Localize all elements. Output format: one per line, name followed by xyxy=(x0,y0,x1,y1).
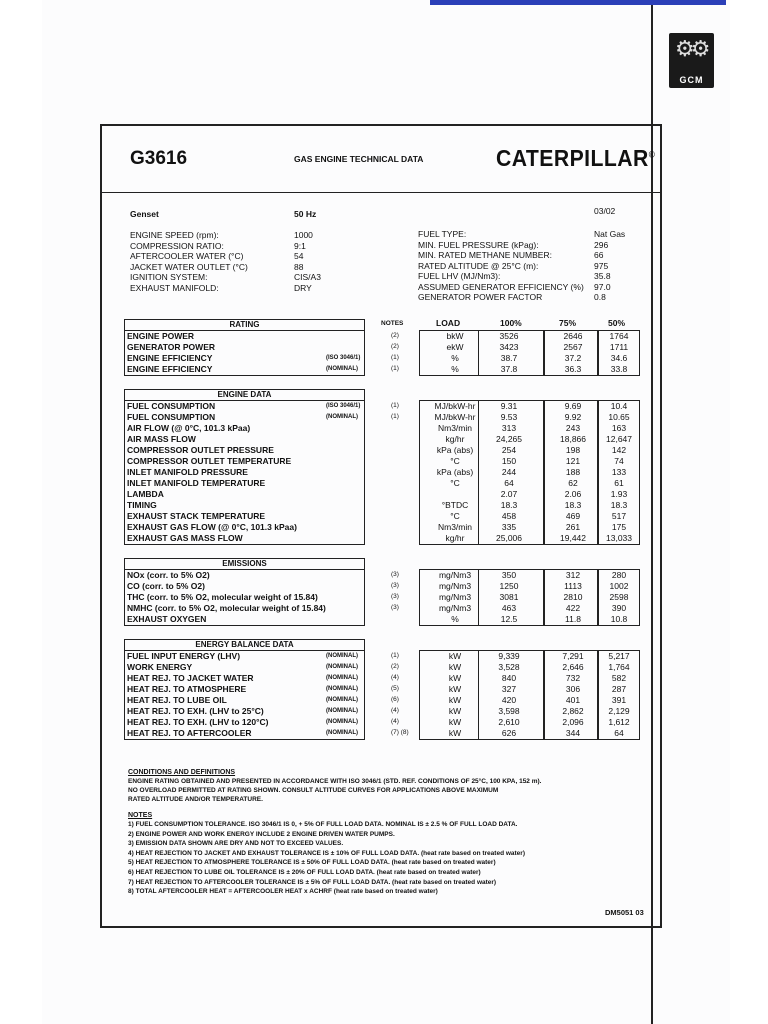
value-75: 2.06 xyxy=(564,489,582,499)
row-unit: kW xyxy=(448,695,462,705)
load-100-header: 100% xyxy=(500,318,522,328)
row-label: AIR FLOW (@ 0°C, 101.3 kPaa) xyxy=(127,423,251,433)
gcm-logo xyxy=(669,33,714,88)
table-row xyxy=(124,434,640,445)
table-row xyxy=(124,728,640,739)
row-unit: mg/Nm3 xyxy=(438,603,472,613)
value-50: 2,129 xyxy=(608,706,630,716)
spec-label: EXHAUST MANIFOLD: xyxy=(130,282,219,293)
row-note: (6) xyxy=(391,696,399,703)
value-50: 163 xyxy=(611,423,627,433)
table-row xyxy=(124,445,640,456)
notes-title: NOTES xyxy=(128,812,153,819)
value-100: 626 xyxy=(501,728,517,738)
value-100: 25,006 xyxy=(496,533,522,543)
row-unit: °C xyxy=(450,456,460,466)
row-label: EXHAUST STACK TEMPERATURE xyxy=(127,511,266,521)
value-50: 10.8 xyxy=(610,614,628,624)
value-50: 1,764 xyxy=(608,662,630,672)
section-title: ENGINE DATA xyxy=(124,389,365,400)
value-100: 18.3 xyxy=(500,500,518,510)
spec-value: 9:1 xyxy=(294,240,306,251)
row-qualifier: (ISO 3046/1) xyxy=(326,355,361,361)
value-75: 1113 xyxy=(564,581,582,591)
table-row xyxy=(124,489,640,500)
table-row xyxy=(124,673,640,684)
table-row xyxy=(124,364,640,375)
row-note: (2) xyxy=(391,663,399,670)
row-unit: °C xyxy=(450,511,460,521)
value-75: 62 xyxy=(568,478,578,488)
row-unit: kW xyxy=(448,651,462,661)
value-50: 133 xyxy=(611,467,627,477)
row-note: (4) xyxy=(391,707,399,714)
table-row xyxy=(124,500,640,511)
row-unit: kW xyxy=(448,728,462,738)
value-75: 9.92 xyxy=(564,412,582,422)
value-75: 401 xyxy=(565,695,581,705)
row-label: LAMBDA xyxy=(127,489,164,499)
row-label: INLET MANIFOLD TEMPERATURE xyxy=(127,478,266,488)
spec-value: 88 xyxy=(294,261,304,272)
value-100: 335 xyxy=(501,522,517,532)
spec-label: MIN. FUEL PRESSURE (kPag): xyxy=(418,239,539,250)
spec-value: 35.8 xyxy=(594,271,611,281)
row-note: (3) xyxy=(391,593,399,600)
value-75: 261 xyxy=(565,522,581,532)
spec-value: DRY xyxy=(294,282,312,293)
row-note: (1) xyxy=(391,402,399,409)
row-label: EXHAUST GAS FLOW (@ 0°C, 101.3 kPaa) xyxy=(127,522,297,532)
table-row xyxy=(124,401,640,412)
value-50: 74 xyxy=(614,456,624,466)
value-50: 1711 xyxy=(609,342,629,352)
spec-label: MIN. RATED METHANE NUMBER: xyxy=(418,250,552,260)
value-50: 13,033 xyxy=(606,533,632,543)
value-50: 582 xyxy=(611,673,627,683)
value-75: 19,442 xyxy=(560,533,586,543)
value-50: 1002 xyxy=(609,581,629,591)
value-75: 36.3 xyxy=(564,364,582,374)
row-unit: kW xyxy=(448,673,462,683)
value-100: 9,339 xyxy=(498,651,520,661)
sheet-header xyxy=(102,126,660,193)
brand-logo: CATERPILLAR® xyxy=(496,145,656,171)
value-50: 1.93 xyxy=(610,489,628,499)
row-note: (2) xyxy=(391,332,399,339)
value-75: 18.3 xyxy=(564,500,582,510)
document-title: GAS ENGINE TECHNICAL DATA xyxy=(294,154,424,164)
value-75: 121 xyxy=(565,456,581,466)
value-75: 2,862 xyxy=(562,706,584,716)
row-unit: mg/Nm3 xyxy=(438,592,472,602)
row-qualifier: (NOMINAL) xyxy=(326,653,358,659)
spec-value: Nat Gas xyxy=(594,229,626,239)
scan-edge-stripe xyxy=(430,0,726,5)
emissions-section xyxy=(124,558,640,626)
spec-label: RATED ALTITUDE @ 25°C (m): xyxy=(418,260,539,271)
value-50: 10.4 xyxy=(610,401,628,411)
conditions-line: RATED ALTITUDE AND/OR TEMPERATURE. xyxy=(128,796,263,803)
value-50: 5,217 xyxy=(608,651,630,661)
row-label: HEAT REJ. TO LUBE OIL xyxy=(127,695,227,705)
energy-balance-section xyxy=(124,639,640,740)
row-unit: kW xyxy=(448,706,462,716)
value-75: 198 xyxy=(565,445,581,455)
value-100: 38.7 xyxy=(500,353,518,363)
row-label: GENERATOR POWER xyxy=(127,342,215,352)
table-row xyxy=(124,684,640,695)
value-100: 3081 xyxy=(499,592,519,602)
value-75: 7,291 xyxy=(562,651,584,661)
row-unit: kW xyxy=(448,662,462,672)
note-line: 7) HEAT REJECTION TO AFTERCOOLER TOLERANCE IS ± 5% OF FULL LOAD DATA. (heat rate based on treated water) xyxy=(128,878,497,886)
value-100: 64 xyxy=(504,478,514,488)
value-100: 2,610 xyxy=(498,717,520,727)
row-unit: kW xyxy=(448,684,462,694)
spec-value: 1000 xyxy=(294,230,313,240)
row-label: TIMING xyxy=(127,500,157,510)
value-100: 254 xyxy=(501,445,517,455)
value-75: 2810 xyxy=(563,592,583,602)
row-label: THC (corr. to 5% O2, molecular weight of 15.84) xyxy=(127,592,318,602)
spec-label: IGNITION SYSTEM: xyxy=(130,272,208,282)
row-label: CO (corr. to 5% O2) xyxy=(127,581,205,591)
row-label: NMHC (corr. to 5% O2, molecular weight of 15.84) xyxy=(127,603,326,613)
row-label: ENGINE EFFICIENCY xyxy=(127,364,213,374)
section-title: ENERGY BALANCE DATA xyxy=(124,639,365,650)
value-50: 2598 xyxy=(609,592,629,602)
row-label: HEAT REJ. TO JACKET WATER xyxy=(127,673,254,683)
row-unit: % xyxy=(451,614,459,624)
spec-label: ENGINE SPEED (rpm): xyxy=(130,230,219,240)
table-row xyxy=(124,533,640,544)
data-sheet xyxy=(100,124,662,928)
row-unit: kPa (abs) xyxy=(436,445,474,455)
value-75: 469 xyxy=(565,511,581,521)
row-qualifier: (NOMINAL) xyxy=(326,366,358,372)
value-50: 175 xyxy=(611,522,627,532)
table-row xyxy=(124,662,640,673)
row-label: ENGINE POWER xyxy=(127,331,195,341)
value-75: 2,096 xyxy=(562,717,584,727)
table-row xyxy=(124,614,640,625)
row-qualifier: (NOMINAL) xyxy=(326,664,358,670)
value-100: 12.5 xyxy=(500,614,518,624)
row-unit: mg/Nm3 xyxy=(438,570,472,580)
table-row xyxy=(124,342,640,353)
value-100: 24,265 xyxy=(496,434,522,444)
row-unit: ekW xyxy=(446,342,464,352)
table-row xyxy=(124,467,640,478)
row-qualifier: (NOMINAL) xyxy=(326,675,358,681)
spec-value: 0.8 xyxy=(594,292,606,302)
value-50: 280 xyxy=(611,570,627,580)
row-qualifier: (NOMINAL) xyxy=(326,414,358,420)
row-label: FUEL CONSUMPTION xyxy=(127,401,216,411)
spec-value: 54 xyxy=(294,251,304,261)
spec-value: 296 xyxy=(594,239,609,250)
notes-column-header: NOTES xyxy=(381,320,404,327)
load-75-header: 75% xyxy=(559,318,577,328)
table-row xyxy=(124,570,640,581)
row-label: FUEL CONSUMPTION xyxy=(127,412,216,422)
row-label: COMPRESSOR OUTLET PRESSURE xyxy=(127,445,274,455)
spec-label: JACKET WATER OUTLET (°C) xyxy=(130,261,248,272)
value-100: 327 xyxy=(501,684,517,694)
value-75: 732 xyxy=(565,673,581,683)
value-50: 142 xyxy=(611,445,627,455)
row-qualifier: (NOMINAL) xyxy=(326,686,358,692)
value-50: 34.6 xyxy=(610,353,628,363)
row-unit: % xyxy=(451,364,459,374)
row-qualifier: (NOMINAL) xyxy=(326,719,358,725)
table-row xyxy=(124,423,640,434)
logo-text: GCM xyxy=(679,75,704,85)
value-100: 458 xyxy=(501,511,517,521)
conditions-line: ENGINE RATING OBTAINED AND PRESENTED IN ACCORDANCE WITH ISO 3046/1 (STD. REF. CONDITIONS OF 25°C, 100 KPA, 152 m). xyxy=(128,778,542,785)
table-row xyxy=(124,717,640,728)
table-row xyxy=(124,478,640,489)
value-50: 61 xyxy=(614,478,624,488)
row-unit: MJ/bkW-hr xyxy=(434,412,476,422)
value-100: 463 xyxy=(501,603,517,613)
value-75: 188 xyxy=(565,467,581,477)
value-50: 390 xyxy=(611,603,627,613)
table-row xyxy=(124,353,640,364)
row-unit: °C xyxy=(450,478,460,488)
value-100: 420 xyxy=(501,695,517,705)
table-row xyxy=(124,706,640,717)
model-number: G3616 xyxy=(130,148,188,169)
value-100: 3,598 xyxy=(498,706,520,716)
value-50: 517 xyxy=(611,511,627,521)
row-label: AIR MASS FLOW xyxy=(127,434,196,444)
row-qualifier: (NOMINAL) xyxy=(326,730,358,736)
section-title: RATING xyxy=(124,319,365,330)
value-75: 422 xyxy=(565,603,581,613)
spec-label: ASSUMED GENERATOR EFFICIENCY (%) xyxy=(418,281,584,292)
value-50: 287 xyxy=(611,684,627,694)
row-note: (3) xyxy=(391,571,399,578)
note-line: 8) TOTAL AFTERCOOLER HEAT = AFTERCOOLER HEAT x ACHRF (heat rate based on treated water) xyxy=(128,888,438,896)
row-label: INLET MANIFOLD PRESSURE xyxy=(127,467,248,477)
value-100: 1250 xyxy=(499,581,519,591)
note-line: 5) HEAT REJECTION TO ATMOSPHERE TOLERANCE IS ± 50% OF FULL LOAD DATA. (heat rate based on treated water) xyxy=(128,859,496,867)
note-line: 6) HEAT REJECTION TO LUBE OIL TOLERANCE IS ± 20% OF FULL LOAD DATA. (heat rate based on treated water) xyxy=(128,869,481,876)
row-note: (1) xyxy=(391,354,399,361)
value-100: 2.07 xyxy=(500,489,518,499)
value-100: 3526 xyxy=(499,331,519,341)
value-100: 350 xyxy=(501,570,517,580)
row-label: EXHAUST GAS MASS FLOW xyxy=(127,533,243,543)
spec-label: FUEL TYPE: xyxy=(418,229,467,239)
row-label: WORK ENERGY xyxy=(127,662,193,672)
table-row xyxy=(124,412,640,423)
value-75: 18,866 xyxy=(560,434,586,444)
row-note: (7) (8) xyxy=(391,729,409,736)
row-unit: MJ/bkW-hr xyxy=(434,401,476,411)
note-line: 1) FUEL CONSUMPTION TOLERANCE. ISO 3046/1 IS 0, + 5% OF FULL LOAD DATA. NOMINAL IS ± 2.5 % OF FULL LOAD DATA. xyxy=(128,821,518,828)
row-unit: kg/hr xyxy=(445,533,465,543)
spec-label: AFTERCOOLER WATER (°C) xyxy=(130,251,244,261)
row-label: HEAT REJ. TO EXH. (LHV to 25°C) xyxy=(127,706,264,716)
row-qualifier: (NOMINAL) xyxy=(326,697,358,703)
genset-frequency: 50 Hz xyxy=(294,209,317,219)
table-row xyxy=(124,456,640,467)
value-75: 2,646 xyxy=(562,662,584,672)
value-50: 1764 xyxy=(609,331,629,341)
conditions-title: CONDITIONS AND DEFINITIONS xyxy=(128,769,236,776)
row-unit: kW xyxy=(448,717,462,727)
value-50: 18.3 xyxy=(610,500,628,510)
table-row xyxy=(124,603,640,614)
value-50: 10.65 xyxy=(608,412,630,422)
table-row xyxy=(124,592,640,603)
value-75: 344 xyxy=(565,728,581,738)
note-line: 4) HEAT REJECTION TO JACKET AND EXHAUST TOLERANCE IS ± 10% OF FULL LOAD DATA. (heat rate based on treated water) xyxy=(128,849,525,857)
row-note: (1) xyxy=(391,413,399,420)
value-100: 3,528 xyxy=(498,662,520,672)
table-row xyxy=(124,651,640,662)
spec-label: GENERATOR POWER FACTOR xyxy=(418,292,543,302)
document-code: DM5051 03 xyxy=(605,908,644,917)
row-label: NOx (corr. to 5% O2) xyxy=(127,570,210,580)
note-line: 3) EMISSION DATA SHOWN ARE DRY AND NOT TO EXCEED VALUES. xyxy=(128,840,344,848)
value-50: 1,612 xyxy=(608,717,630,727)
row-unit: mg/Nm3 xyxy=(438,581,472,591)
conditions-line: NO OVERLOAD PERMITTED AT RATING SHOWN. CONSULT ALTITUDE CURVES FOR APPLICATIONS ABOVE MAXIMUM xyxy=(128,787,499,794)
rating-section xyxy=(124,319,640,376)
value-100: 150 xyxy=(501,456,517,466)
row-note: (4) xyxy=(391,674,399,681)
row-note: (1) xyxy=(391,652,399,659)
value-100: 37.8 xyxy=(500,364,518,374)
spec-label: COMPRESSION RATIO: xyxy=(130,240,224,251)
note-line: 2) ENGINE POWER AND WORK ENERGY INCLUDE 2 ENGINE DRIVEN WATER PUMPS. xyxy=(128,830,395,838)
value-100: 840 xyxy=(501,673,517,683)
value-75: 2567 xyxy=(563,342,583,352)
value-75: 11.8 xyxy=(565,614,581,624)
spec-value: 97.0 xyxy=(594,281,611,292)
value-50: 64 xyxy=(614,728,624,738)
value-100: 3423 xyxy=(499,342,519,352)
table-row xyxy=(124,522,640,533)
value-75: 9.69 xyxy=(564,401,582,411)
row-unit: °BTDC xyxy=(441,500,469,510)
row-note: (4) xyxy=(391,718,399,725)
revision-date: 03/02 xyxy=(594,206,616,216)
spec-value: 975 xyxy=(594,260,609,271)
value-75: 2646 xyxy=(563,331,583,341)
spec-value: 66 xyxy=(594,250,604,260)
row-note: (3) xyxy=(391,582,399,589)
row-unit: kg/hr xyxy=(445,434,465,444)
section-title: EMISSIONS xyxy=(124,558,365,569)
row-label: COMPRESSOR OUTLET TEMPERATURE xyxy=(127,456,292,466)
row-label: HEAT REJ. TO ATMOSPHERE xyxy=(127,684,247,694)
row-unit: Nm3/min xyxy=(437,423,472,433)
table-row xyxy=(124,511,640,522)
row-note: (3) xyxy=(391,604,399,611)
row-note: (5) xyxy=(391,685,399,692)
spec-label: FUEL LHV (MJ/Nm3): xyxy=(418,271,501,281)
row-note: (2) xyxy=(391,343,399,350)
value-75: 37.2 xyxy=(564,353,582,363)
row-note: (1) xyxy=(391,365,399,372)
row-unit: kPa (abs) xyxy=(436,467,474,477)
row-label: HEAT REJ. TO EXH. (LHV to 120°C) xyxy=(127,717,269,727)
row-unit: Nm3/min xyxy=(437,522,472,532)
table-row xyxy=(124,581,640,592)
table-row xyxy=(124,695,640,706)
row-qualifier: (ISO 3046/1) xyxy=(326,403,361,409)
value-50: 391 xyxy=(611,695,627,705)
value-75: 306 xyxy=(565,684,581,694)
row-label: EXHAUST OXYGEN xyxy=(127,614,207,624)
value-50: 12,647 xyxy=(606,434,632,444)
genset-label: Genset xyxy=(130,209,159,219)
row-label: FUEL INPUT ENERGY (LHV) xyxy=(127,651,241,661)
value-50: 33.8 xyxy=(610,364,628,374)
engine-data-section xyxy=(124,389,640,545)
row-label: HEAT REJ. TO AFTERCOOLER xyxy=(127,728,252,738)
spec-value: CIS/A3 xyxy=(294,272,321,282)
load-column-header: LOAD xyxy=(436,318,461,328)
value-100: 244 xyxy=(501,467,517,477)
row-unit: bkW xyxy=(446,331,464,341)
row-unit: % xyxy=(451,353,459,363)
row-qualifier: (NOMINAL) xyxy=(326,708,358,714)
value-75: 243 xyxy=(565,423,581,433)
row-label: ENGINE EFFICIENCY xyxy=(127,353,213,363)
value-100: 9.31 xyxy=(500,401,518,411)
gears-icon: ⚙⚙ xyxy=(675,37,707,62)
value-75: 312 xyxy=(565,570,581,580)
value-100: 9.53 xyxy=(500,412,518,422)
load-50-header: 50% xyxy=(608,318,626,328)
value-100: 313 xyxy=(501,423,517,433)
table-row xyxy=(124,331,640,342)
